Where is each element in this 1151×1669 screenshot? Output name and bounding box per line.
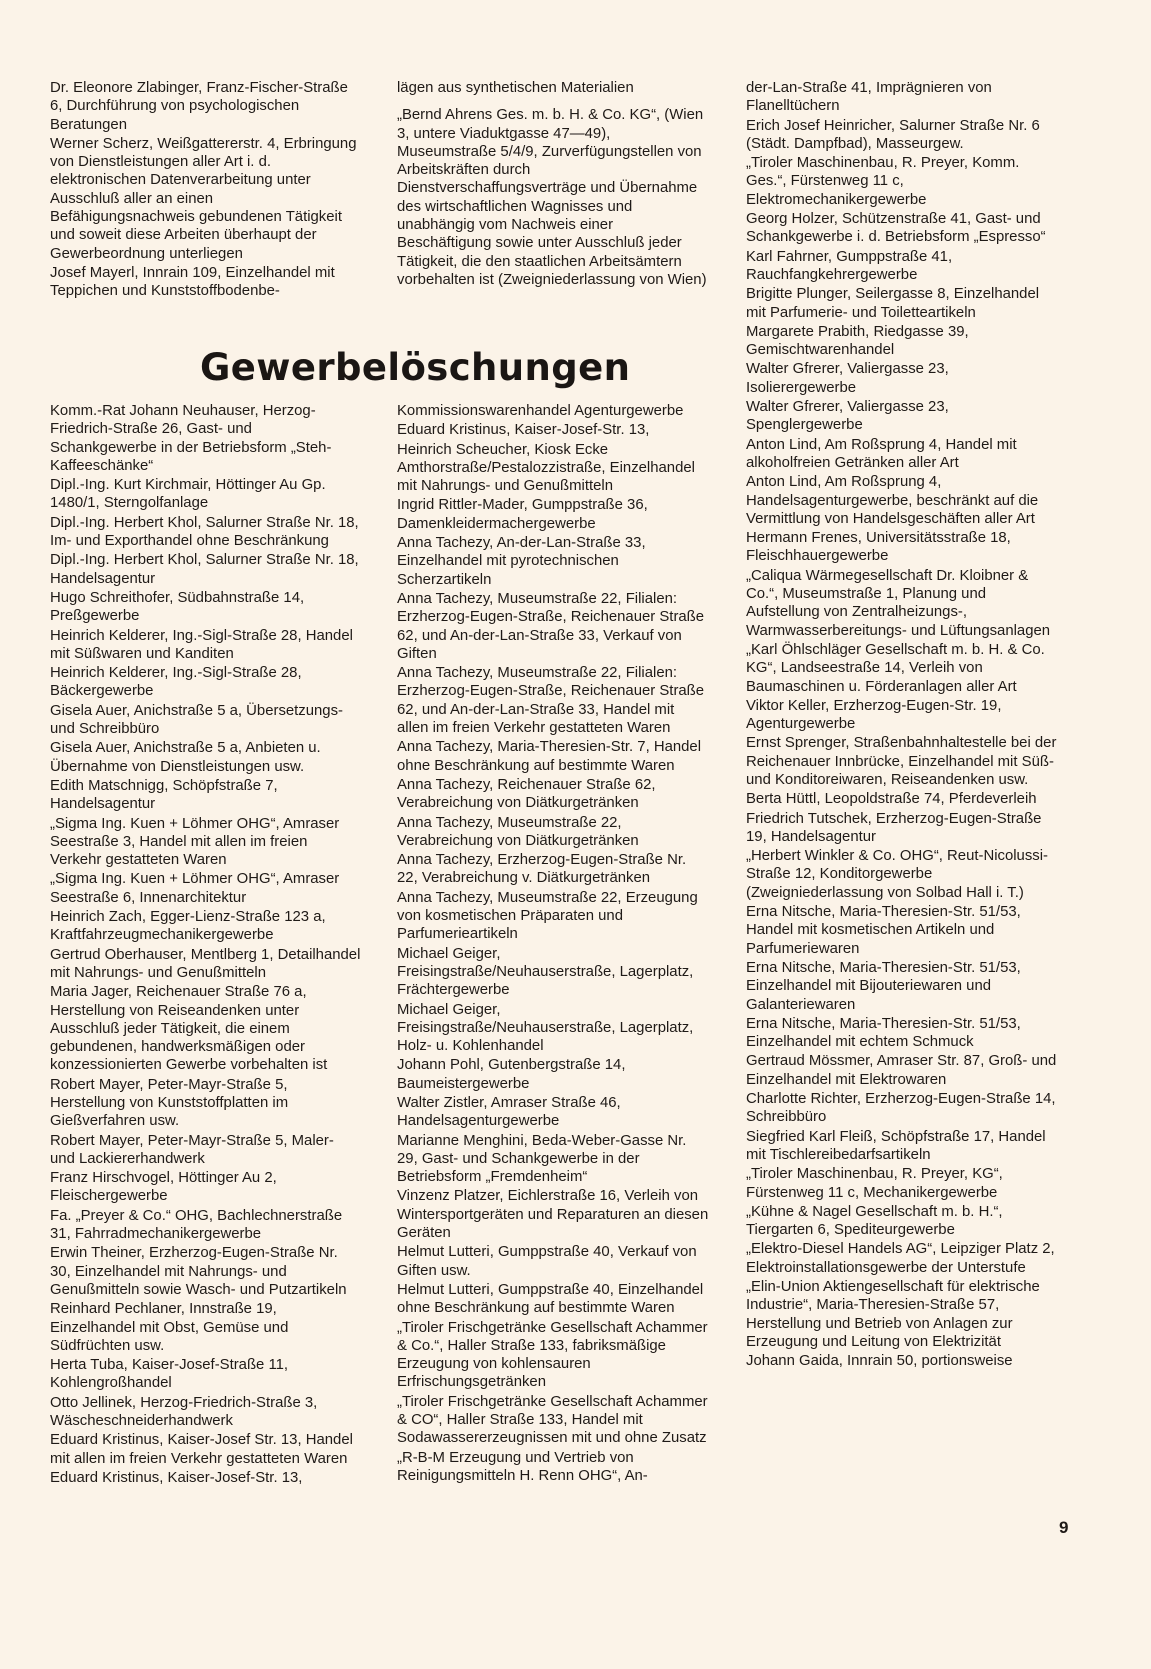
entry: Walter Gfrerer, Valiergasse 23, Isolierergewerbe	[746, 361, 949, 396]
entry: Walter Zistler, Amraser Straße 46, Handelsagenturgewerbe	[397, 1094, 621, 1130]
entry: Johann Gaida, Innrain 50, portionsweise	[746, 1353, 1013, 1370]
entry: „Sigma Ing. Kuen + Löhmer OHG“, Amraser Seestraße 6, Innenarchitektur	[50, 871, 340, 906]
entry: Eduard Kristinus, Kaiser-Josef Str. 13, Handel mit allen im freien Verkehr gestatteten Waren	[50, 1432, 353, 1467]
entry: Viktor Keller, Erzherzog-Eugen-Str. 19, Agenturgewerbe	[746, 697, 1002, 733]
entry: Franz Hirschvogel, Höttinger Au 2, Fleischergewerbe	[50, 1170, 277, 1205]
entry: Anton Lind, Am Roßsprung 4, Handel mit alkoholfreien Getränken aller Art	[746, 436, 1017, 471]
entry: Dipl.-Ing. Kurt Kirchmair, Höttinger Au Gp. 1480/1, Sterngolfanlage	[50, 477, 326, 512]
entry: Werner Scherz, Weißgattererstr. 4, Erbringung von Dienstleistungen aller Art i. d. elektronischen Datenverarbeitung unter Ausschluß aller an einen Befähigungsnachweis gebundenen Tätigkeit und soweit diese Arbeiten überhaupt der Gewerbeordnung unterliegen	[50, 135, 357, 262]
entry: Heinrich Kelderer, Ing.-Sigl-Straße 28, Handel mit Süßwaren und Kanditen	[50, 627, 353, 662]
entry: lägen aus synthetischen Materialien	[397, 80, 634, 96]
entry: der-Lan-Straße 41, Imprägnieren von Flanelltüchern	[746, 80, 992, 115]
entry: Dipl.-Ing. Herbert Khol, Salurner Straße Nr. 18, Handelsagentur	[50, 552, 359, 587]
entry: Anna Tachezy, An-der-Lan-Straße 33, Einzelhandel mit pyrotechnischen Scherzartikeln	[397, 535, 646, 588]
entry: Hugo Schreithofer, Südbahnstraße 14, Preßgewerbe	[50, 589, 305, 625]
entry: Erna Nitsche, Maria-Theresien-Str. 51/53, Handel mit kosmetischen Artikeln und Parfumeriewaren	[746, 904, 1021, 957]
entry: „Elektro-Diesel Handels AG“, Leipziger Platz 2, Elektroinstallationsgewerbe der Unterstufe	[746, 1241, 1055, 1276]
entry: „Kühne & Nagel Gesellschaft m. b. H.“, Tiergarten 6, Speditеurgewerbe	[746, 1203, 1003, 1239]
entry: Friedrich Tutschek, Erzherzog-Eugen-Straße 19, Handelsagentur	[746, 810, 1042, 845]
entry: „Tiroler Maschinenbau, R. Preyer, KG“, Fürstenweg 11 c, Mechanikergewerbe	[746, 1166, 1003, 1201]
column-top-1	[50, 79, 362, 302]
entry: Gertrud Oberhauser, Mentlberg 1, Detailhandel mit Nahrungs- und Genußmitteln	[50, 946, 361, 981]
entry: Gisela Auer, Anichstraße 5 a, Übersetzungs- und Schreibbüro	[50, 702, 343, 738]
entry: Anna Tachezy, Museumstraße 22, Filialen: Erzherzog-Eugen-Straße, Reichenauer Straße 62, und An-der-Lan-Straße 33, Handel mit allen im freien Verkehr gestatteten Waren	[397, 665, 705, 737]
entry: Johann Pohl, Gutenbergstraße 14, Baumeistergewerbe	[397, 1057, 626, 1092]
entry: Eduard Kristinus, Kaiser-Josef-Str. 13,	[397, 422, 650, 439]
entry: Herta Tuba, Kaiser-Josef-Straße 11, Kohlengroßhandel	[50, 1357, 289, 1392]
column-bottom-2	[397, 402, 709, 1486]
page-number: 9	[1059, 1518, 1069, 1537]
entry: Maria Jager, Reichenauer Straße 76 a, Herstellung von Reiseandenken unter Ausschluß jeder Tätigkeit, die einem gebundenen, handwerksmäßigen oder konzessionierten Gewerbe vorbehalten ist	[50, 984, 328, 1074]
entry: Margarete Prabith, Riedgasse 39, Gemischtwarenhandel	[746, 323, 969, 359]
entry: Brigitte Plunger, Seilergasse 8, Einzelhandel mit Parfumerie- und Toiletteartikeln	[746, 286, 1040, 321]
entry: „Herbert Winkler & Co. OHG“, Reut-Nicolussi-Straße 12, Konditorgewerbe (Zweigniederlassung von Solbad Hall i. T.)	[746, 848, 1049, 901]
entry: Georg Holzer, Schützenstraße 41, Gast- und Schankgewerbe i. d. Betriebsform „Espresso“	[746, 211, 1046, 246]
entry: Anna Tachezy, Museumstraße 22, Filialen: Erzherzog-Eugen-Straße, Reichenauer Straße 62, und An-der-Lan-Straße 33, Verkauf von Giften	[397, 590, 705, 662]
entry: „Karl Öhlschläger Gesellschaft m. b. H. & Co. KG“, Landseestraße 14, Verleih von Baumaschinen u. Förderanlagen aller Art	[746, 641, 1045, 695]
entry: Dipl.-Ing. Herbert Khol, Salurner Straße Nr. 18, Im- und Exporthandel ohne Beschränkung	[50, 514, 359, 550]
entry: Anna Tachezy, Erzherzog-Eugen-Straße Nr. 22, Verabreichung v. Diätkurgetränken	[397, 852, 687, 887]
entry: Heinrich Scheucher, Kiosk Ecke Amthorstraße/Pestalozzistraße, Einzelhandel mit Nahrungs- und Genußmitteln	[397, 441, 695, 495]
section-heading: Gewerbelöschungen	[200, 346, 631, 389]
entry: Anna Tachezy, Reichenauer Straße 62, Verabreichung von Diätkurgetränken	[397, 776, 656, 812]
entry: Josef Mayerl, Innrain 109, Einzelhandel mit Teppichen und Kunststoffbodenbe-	[50, 264, 335, 300]
entry: Eduard Kristinus, Kaiser-Josef-Str. 13,	[50, 1469, 303, 1486]
column-bottom-1	[50, 402, 362, 1488]
entry: Fa. „Preyer & Co.“ OHG, Bachlechnerstraße 31, Fahrradmechanikergewerbe	[50, 1207, 343, 1243]
entry: Heinrich Kelderer, Ing.-Sigl-Straße 28, Bäckergewerbe	[50, 665, 302, 700]
entry: Erich Josef Heinricher, Salurner Straße Nr. 6 (Städt. Dampfbad), Masseurgew.	[746, 117, 1040, 152]
entry: Helmut Lutteri, Gumppstraße 40, Verkauf von Giften usw.	[397, 1244, 697, 1279]
entry: Anna Tachezy, Museumstraße 22, Verabreichung von Diätkurgetränken	[397, 814, 639, 849]
entry: Anton Lind, Am Roßsprung 4, Handelsagenturgewerbe, beschränkt auf die Vermittlung von Handelsgeschäften aller Art	[746, 474, 1039, 527]
column-3	[746, 79, 1058, 1371]
column-top-2	[397, 79, 709, 290]
entry: Siegfried Karl Fleiß, Schöpfstraße 17, Handel mit Tischlereibedarfsartikeln	[746, 1128, 1046, 1163]
entry: Michael Geiger, Freisingstraße/Neuhauserstraße, Lagerplatz, Holz- u. Kohlenhandel	[397, 1001, 694, 1055]
entry: Erwin Theiner, Erzherzog-Eugen-Straße Nr. 30, Einzelhandel mit Nahrungs- und Genußmitteln sowie Wasch- und Putzartikeln	[50, 1245, 347, 1298]
entry: Anna Tachezy, Museumstraße 22, Erzeugung von kosmetischen Präparaten und Parfumerieartikeln	[397, 889, 698, 943]
entry: „Caliqua Wärmegesellschaft Dr. Kloibner & Co.“, Museumstraße 1, Planung und Aufstellung von Zentralheizungs-, Warmwasserbereitungs- und Lüftungsanlagen	[746, 567, 1051, 639]
entry: Heinrich Zach, Egger-Lienz-Straße 123 a, Kraftfahrzeugmechanikergewerbe	[50, 909, 326, 944]
entry: Anna Tachezy, Maria-Theresien-Str. 7, Handel ohne Beschränkung auf bestimmte Waren	[397, 739, 702, 774]
entry: Dr. Eleonore Zlabinger, Franz-Fischer-Straße 6, Durchführung von psychologischen Beratungen	[50, 80, 348, 133]
entry: Walter Gfrerer, Valiergasse 23, Spenglergewerbe	[746, 399, 949, 434]
entry: Helmut Lutteri, Gumppstraße 40, Einzelhandel ohne Beschränkung auf bestimmte Waren	[397, 1281, 704, 1317]
entry: Karl Fahrner, Gumppstraße 41, Rauchfangkehrergewerbe	[746, 248, 953, 283]
entry: Vinzenz Platzer, Eichlerstraße 16, Verleih von Wintersportgeräten und Reparaturen an diesen Geräten	[397, 1188, 709, 1242]
entry: Erna Nitsche, Maria-Theresien-Str. 51/53, Einzelhandel mit Bijouteriewaren und Galanteriewaren	[746, 959, 1021, 1013]
entry: Ingrid Rittler-Mader, Gumppstraße 36, Damenkleidermachergewerbe	[397, 497, 648, 532]
entry: Robert Mayer, Peter-Mayr-Straße 5, Herstellung von Kunststoffplatten im Gießverfahren usw.	[50, 1076, 289, 1130]
entry: Robert Mayer, Peter-Mayr-Straße 5, Maler- und Lackiererhandwerk	[50, 1132, 334, 1167]
entry: „Tiroler Frischgetränke Gesellschaft Achammer & CO“, Haller Straße 133, Handel mit Sodawassererzeugnissen mit und ohne Zusatz	[397, 1393, 708, 1447]
entry: Reinhard Pechlaner, Innstraße 19, Einzelhandel mit Obst, Gemüse und Südfrüchten usw.	[50, 1301, 289, 1354]
entry: „R-B-M Erzeugung und Vertrieb von Reinigungsmitteln H. Renn OHG“, An-	[397, 1449, 648, 1484]
entry: Marianne Menghini, Beda-Weber-Gasse Nr. 29, Gast- und Schankgewerbe in der Betriebsform „Fremdenheim“	[397, 1132, 687, 1186]
entry: „Sigma Ing. Kuen + Löhmer OHG“, Amraser Seestraße 3, Handel mit allen im freien Verkehr gestatteten Waren	[50, 815, 340, 869]
entry: Otto Jellinek, Herzog-Friedrich-Straße 3, Wäscheschneiderhandwerk	[50, 1394, 318, 1430]
entry: Komm.-Rat Johann Neuhauser, Herzog-Friedrich-Straße 26, Gast- und Schankgewerbe in der Betriebsform „Steh-Kaffeeschänke“	[50, 403, 332, 474]
entry: Ernst Sprenger, Straßenbahnhaltestelle bei der Reichenauer Innbrücke, Einzelhandel mit Süß- und Konditoreiwaren, Reiseandenken usw.	[746, 735, 1057, 788]
entry: „Elin-Union Aktiengesellschaft für elektrische Industrie“, Maria-Theresien-Straße 57, Herstellung und Betrieb von Anlagen zur Erzeugung und Leitung von Elektrizität	[746, 1279, 1040, 1350]
entry: Edith Matschnigg, Schöpfstraße 7, Handelsagentur	[50, 777, 278, 813]
entry: Charlotte Richter, Erzherzog-Eugen-Straße 14, Schreibbüro	[746, 1091, 1056, 1126]
entry: „Tiroler Maschinenbau, R. Preyer, Komm. Ges.“, Fürstenweg 11 c, Elektromechanikergewerbe	[746, 155, 1020, 208]
entry: Gertraud Mössmer, Amraser Str. 87, Groß- und Einzelhandel mit Elektrowaren	[746, 1053, 1057, 1088]
entry: Gisela Auer, Anichstraße 5 a, Anbieten u. Übernahme von Dienstleistungen usw.	[50, 740, 321, 775]
entry: Erna Nitsche, Maria-Theresien-Str. 51/53, Einzelhandel mit echtem Schmuck	[746, 1015, 1021, 1051]
entry: „Bernd Ahrens Ges. m. b. H. & Co. KG“, (Wien 3, untere Viaduktgasse 47—49), Museumstraße 5/4/9, Zurverfügungstellen von Arbeitskräften durch Dienstverschaffungsverträge und Übernahme des wirtschaftlichen Wagnisses und unabhängig vom Nachweis einer Beschäftigung sowie unter Ausschluß jeder Tätigkeit, die den staatlichen Arbeitsämtern vorbehalten ist (Zweigniederlassung von Wien)	[397, 107, 707, 288]
entry: Hermann Frenes, Universitätsstraße 18, Fleischhauergewerbe	[746, 530, 1011, 565]
entry: Kommissionswarenhandel Agenturgewerbe	[397, 403, 684, 419]
entry: Berta Hüttl, Leopoldstraße 74, Pferdeverleih	[746, 791, 1037, 808]
entry: „Tiroler Frischgetränke Gesellschaft Achammer & Co.“, Haller Straße 133, fabriksmäßige Erzeugung von kohlensauren Erfrischungsgetränken	[397, 1319, 708, 1391]
entry: Michael Geiger, Freisingstraße/Neuhauserstraße, Lagerplatz, Frächtergewerbe	[397, 945, 694, 999]
